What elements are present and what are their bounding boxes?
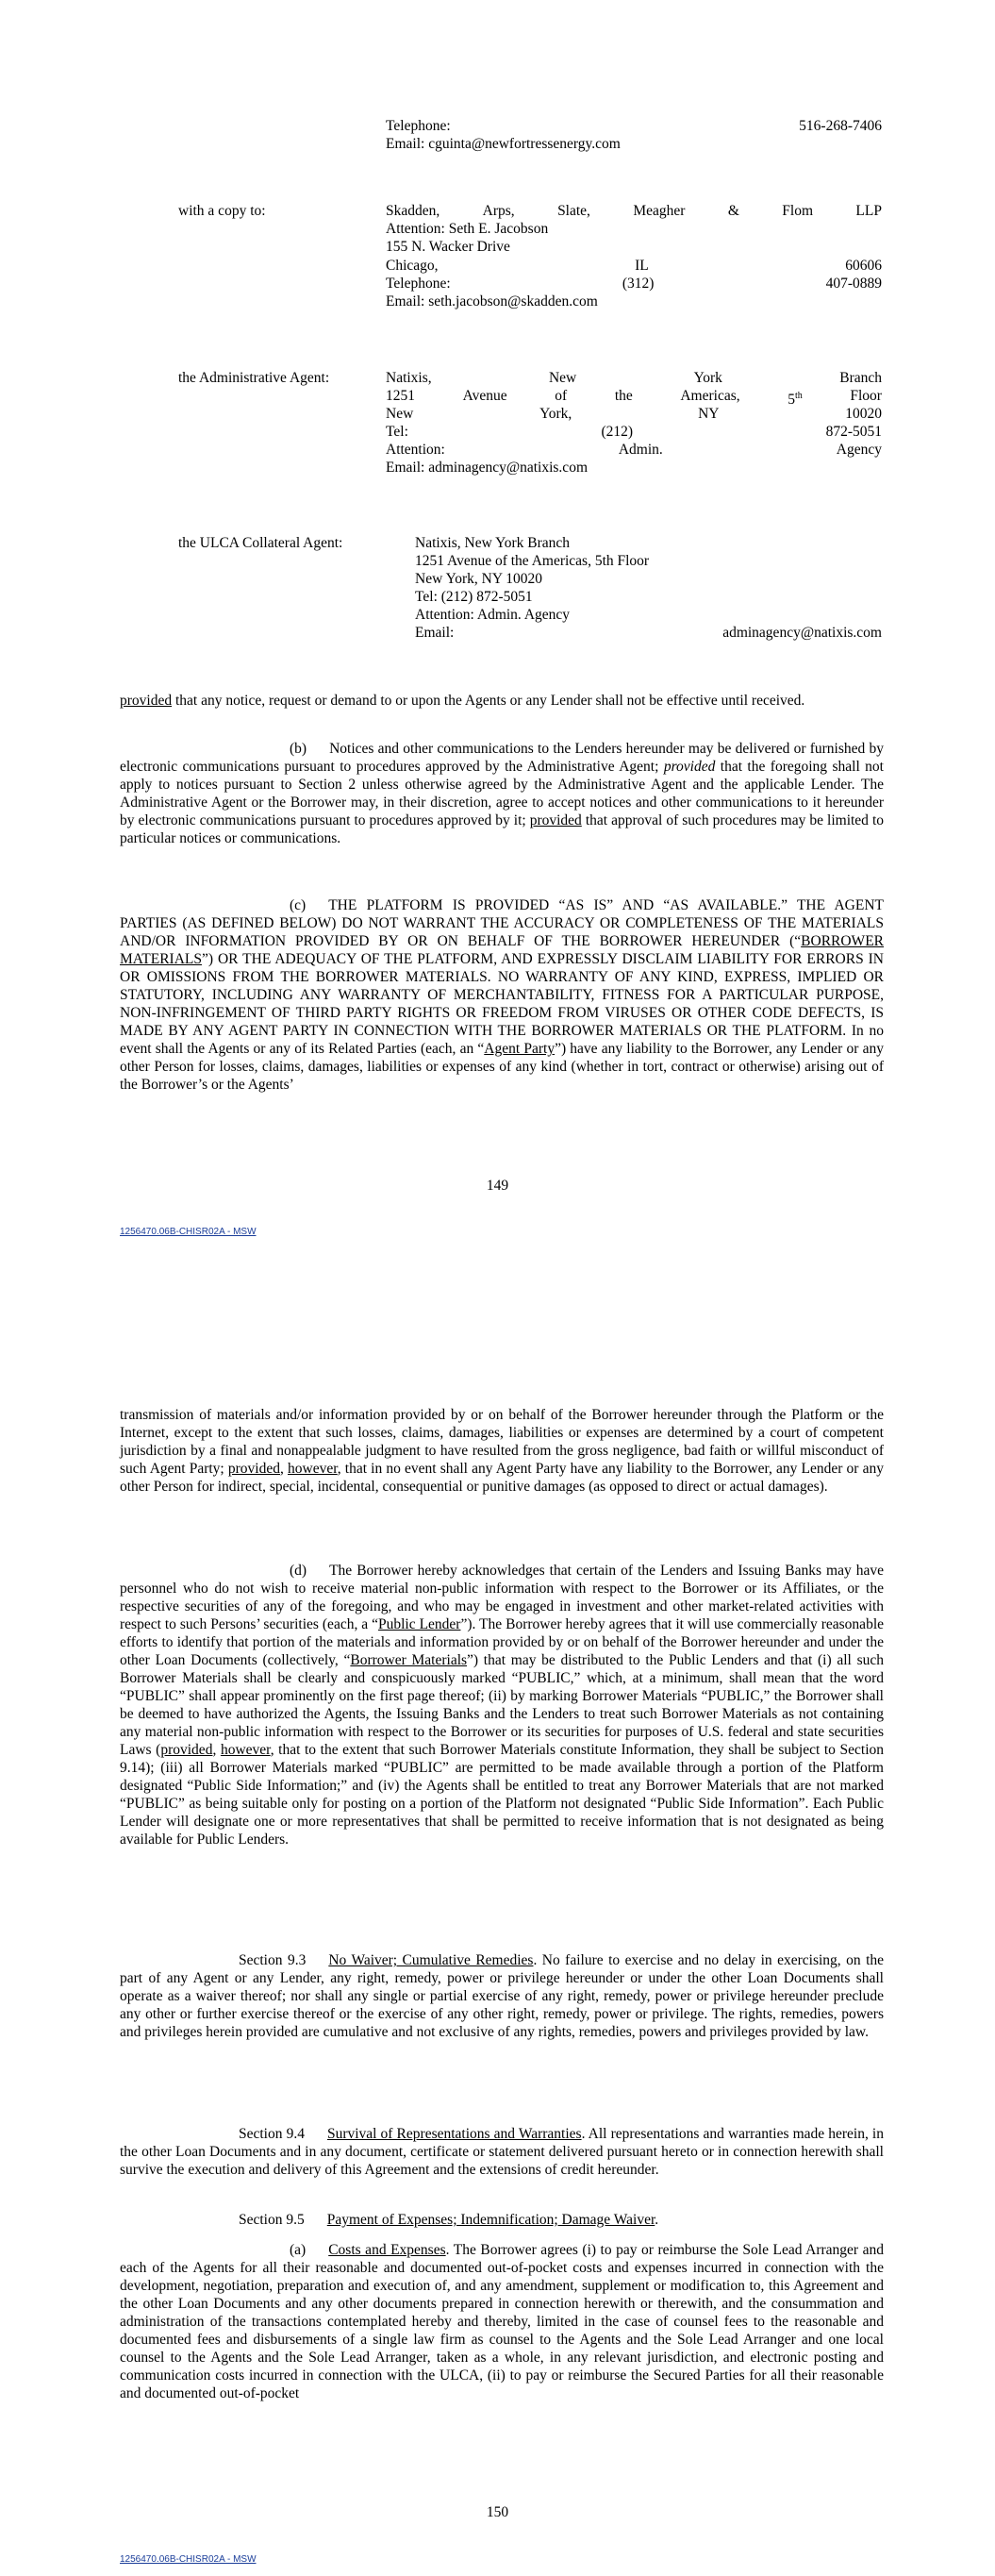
doc-footer-link[interactable]: 1256470.06B-CHISR02A - MSW xyxy=(120,2554,257,2565)
section-9-4-title: Survival of Representations and Warranties xyxy=(326,2126,582,2142)
section-9-5: Section 9.5 Payment of Expenses; Indemnification; Damage Waiver. xyxy=(239,2212,659,2228)
section-9-5-title: Payment of Expenses; Indemnification; Damage Waiver xyxy=(326,2212,655,2228)
copy-city-line: Chicago, IL 60606 xyxy=(386,258,882,274)
admin-email: Email: adminagency@natixis.com xyxy=(386,460,588,476)
admin-line-2: 1251 Avenue of the Americas, 5th Floor xyxy=(386,388,882,409)
ulca-label: the ULCA Collateral Agent: xyxy=(178,535,343,551)
copy-label: with a copy to: xyxy=(178,203,266,219)
ulca-line-5: Attention: Admin. Agency xyxy=(415,607,571,623)
section-9-5-label: Section 9.5 xyxy=(239,2212,305,2228)
copy-address: 155 N. Wacker Drive xyxy=(386,239,510,255)
ulca-line-1: Natixis, New York Branch xyxy=(415,535,571,551)
section-9-4-label: Section 9.4 xyxy=(239,2126,305,2142)
admin-line-4: Tel: (212) 872-5051 xyxy=(386,424,882,440)
copy-name-line: Skadden, Arps, Slate, Meagher & Flom LLP xyxy=(386,203,882,219)
ulca-line-2: 1251 Avenue of the Americas, 5th Floor xyxy=(415,553,650,569)
paragraph-c: (c) THE PLATFORM IS PROVIDED “AS IS” AND “AS AVAILABLE.” THE AGENT PARTIES (AS DEFINED BELOW) DO NOT WARRANT THE ACCURACY OR COMPLETENESS OF THE MATERIALS AND/OR INFORMATION PROVIDED BY OR ON BEHALF OF THE BORROWER HEREUNDER (“BORROWER MATERIALS”) OR THE ADEQUACY OF THE PLATFORM, AND EXPRESSLY DISCLAIM LIABILITY FOR ERRORS IN OR OMISSIONS FROM THE BORROWER MATERIALS. NO WARRANTY OF ANY KIND, EXPRESS, IMPLIED OR STATUTORY, INCLUDING ANY WARRANTY OF MERCHANTABILITY, FITNESS FOR A PARTICULAR PURPOSE, NON-INFRINGEMENT OF THIRD PARTY RIGHTS OR FREEDOM FROM VIRUSES OR OTHER CODE DEFECTS, IS MADE BY ANY AGENT PARTY IN CONNECTION WITH THE BORROWER MATERIALS OR THE PLATFORM. In no event shall the Agents or any of its Related Parties (each, an “Agent Party”) have any liability to the Borrower, any Lender or any other Person for losses, claims, damages, liabilities or expenses of any kind (whether in tort, contract or otherwise) arising out of the Borrower’s or the Agents’ xyxy=(120,897,884,1093)
telephone-line xyxy=(386,117,882,135)
telephone-label: Telephone: xyxy=(386,118,451,134)
telephone-value: 516-268-7406 xyxy=(799,118,882,134)
page-number: 149 xyxy=(486,1178,509,1194)
proviso-paragraph: provided that any notice, request or demand to or upon the Agents or any Lender shall not be effective until received. xyxy=(120,693,805,709)
copy-attention: Attention: Seth E. Jacobson xyxy=(386,221,549,237)
ulca-line-4: Tel: (212) 872-5051 xyxy=(415,589,533,605)
paragraph-d: (d) The Borrower hereby acknowledges that certain of the Lenders and Issuing Banks may have personnel who do not wish to receive material non-public information with respect to the Borrower or its Affiliates, or the respective securities of any of the foregoing, and who may be engaged in investment and other market-related activities with respect to such Persons’ securities (each, a “Public Lender”). The Borrower hereby agrees that it will use commercially reasonable efforts to identify that portion of the materials and information provided by or on behalf of the Borrower hereunder and under the other Loan Documents (collectively, “Borrower Materials”) that may be distributed to the Public Lenders and that (i) all such Borrower Materials shall be clearly and conspicuously marked “PUBLIC,” which, at a minimum, shall mean that the word “PUBLIC” shall appear prominently on the first page thereof; (ii) by marking Borrower Materials “PUBLIC,” the Borrower shall be deemed to have authorized the Agents, the Issuing Banks and the Lenders to treat such Borrower Materials as not containing any material non-public information with respect to the Borrower or its securities for purposes of U.S. federal and state securities Laws (provided, however, that to the extent that such Borrower Materials constitute Information, they shall be subject to Section 9.14); (iii) all Borrower Materials marked “PUBLIC” are permitted to be made available through a portion of the Platform designated “Public Side Information;” and (iv) the Agents shall be entitled to treat any Borrower Materials that are not marked “PUBLIC” as being suitable only for posting on a portion of the Platform not designated “Public Side Information”. Each Public Lender will designate one or more representatives that shall be permitted to receive information that is not designated as being available for Public Lenders. xyxy=(120,1563,885,1848)
ulca-email-line: Email: adminagency@natixis.com xyxy=(415,625,882,641)
admin-line-3: New York, NY 10020 xyxy=(386,406,882,422)
continuation-paragraph: transmission of materials and/or information provided by or on behalf of the Borrower hereunder through the Platform or the Internet, except to the extent that such losses, claims, damages, liabilities or expenses are determined by a court of competent jurisdiction by a final and nonappealable judgment to have resulted from the gross negligence, bad faith or willful misconduct of such Agent Party; provided, however, that in no event shall any Agent Party have any liability to the Borrower, any Lender or any other Person for indirect, special, incidental, consequential or punitive damages (as opposed to direct or actual damages). xyxy=(120,1407,884,1495)
section-9-3: Section 9.3 No Waiver; Cumulative Remedies. No failure to exercise and no delay in exercising, on the part of any Agent or any Lender, any right, remedy, power or privilege hereunder or under the other Loan Documents shall operate as a waiver thereof; nor shall any single or partial exercise of any right, remedy, power or privilege hereunder preclude any other or further exercise thereof or the exercise of any other right, remedy, power or privilege. The rights, remedies, powers and privileges herein provided are cumulative and not exclusive of any rights, remedies, powers and privileges provided by law. xyxy=(120,1952,885,2040)
section-9-4: Section 9.4 Survival of Representations and Warranties. All representations and warranties made herein, in the other Loan Documents and in any document, certificate or statement delivered pursuant hereto or in connection herewith shall survive the execution and delivery of this Agreement and the extensions of credit hereunder. xyxy=(120,2126,884,2178)
email-line: Email: cguinta@newfortressenergy.com xyxy=(386,136,621,152)
admin-line-5: Attention: Admin. Agency xyxy=(386,442,882,458)
admin-agent-label: the Administrative Agent: xyxy=(178,370,330,386)
page-number: 150 xyxy=(486,2504,509,2520)
admin-line-1: Natixis, New York Branch xyxy=(386,370,882,386)
copy-phone-line: Telephone: (312) 407-0889 xyxy=(386,276,882,292)
copy-email: Email: seth.jacobson@skadden.com xyxy=(386,293,598,309)
ulca-line-3: New York, NY 10020 xyxy=(415,571,543,587)
doc-footer-link[interactable]: 1256470.06B-CHISR02A - MSW xyxy=(120,1227,257,1237)
paragraph-a-costs: (a) Costs and Expenses. The Borrower agrees (i) to pay or reimburse the Sole Lead Arranger and each of the Agents for all their reasonable and documented out-of-pocket costs and expenses incurred in connection with the development, negotiation, preparation and execution of, and any amendment, supplement or modification to, this Agreement and the other Loan Documents and any other documents prepared in connection herewith or therewith, and the consummation and administration of the transactions contemplated hereby and thereby, limited in the case of counsel fees to the reasonable and documented fees and disbursements of a single law firm as counsel to the Agents and the Sole Lead Arranger and one local counsel to the Agents and the Sole Lead Arranger, taken as a whole, in any relevant jurisdiction, and electronic posting and communication costs incurred in connection with the ULCA, (ii) to pay or reimburse the Secured Parties for all their reasonable and documented out-of-pocket xyxy=(120,2242,884,2401)
section-9-3-title: No Waiver; Cumulative Remedies xyxy=(328,1952,534,1968)
paragraph-b: (b) Notices and other communications to the Lenders hereunder may be delivered or furnished by electronic communications pursuant to procedures approved by the Administrative Agent; provided that the foregoing shall not apply to notices pursuant to Section 2 unless otherwise agreed by the Administrative Agent and the applicable Lender. The Administrative Agent or the Borrower may, in their discretion, agree to accept notices and other communications to it hereunder by electronic communications pursuant to procedures approved by it; provided that approval of such procedures may be limited to particular notices or communications. xyxy=(120,741,885,846)
section-9-3-label: Section 9.3 xyxy=(239,1952,307,1968)
